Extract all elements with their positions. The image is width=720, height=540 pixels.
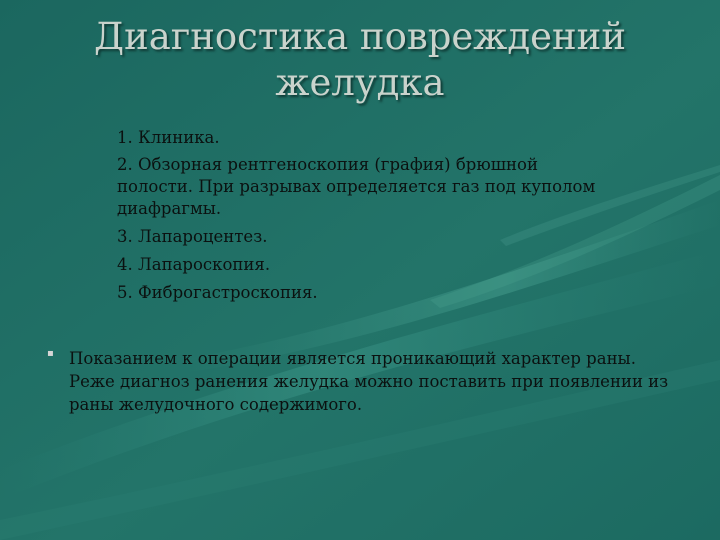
bullet-paragraph — [47, 347, 677, 416]
numbered-list — [117, 126, 617, 309]
bullet-icon: ▪ — [47, 348, 54, 359]
slide-title-line-1: Диагностика повреждений — [94, 15, 626, 58]
list-item: 4. Лапароскопия. — [117, 255, 271, 274]
bullet-text: Показанием к операции является проникающий характер раны. Реже диагноз ранения желудка можно поставить при появлении из раны желудочного содержимого. — [69, 349, 669, 414]
slide-title-line-2: желудка — [275, 61, 445, 104]
list-item: 3. Лапароцентез. — [117, 227, 268, 246]
slide-title — [60, 14, 660, 106]
list-item: 5. Фиброгастроскопия. — [117, 283, 318, 302]
list-item: 2. Обзорная рентгеноскопия (графия) брюшной полости. При разрывах определяется газ под куполом диафрагмы. — [117, 155, 596, 218]
list-item: 1. Клиника. — [117, 128, 220, 147]
